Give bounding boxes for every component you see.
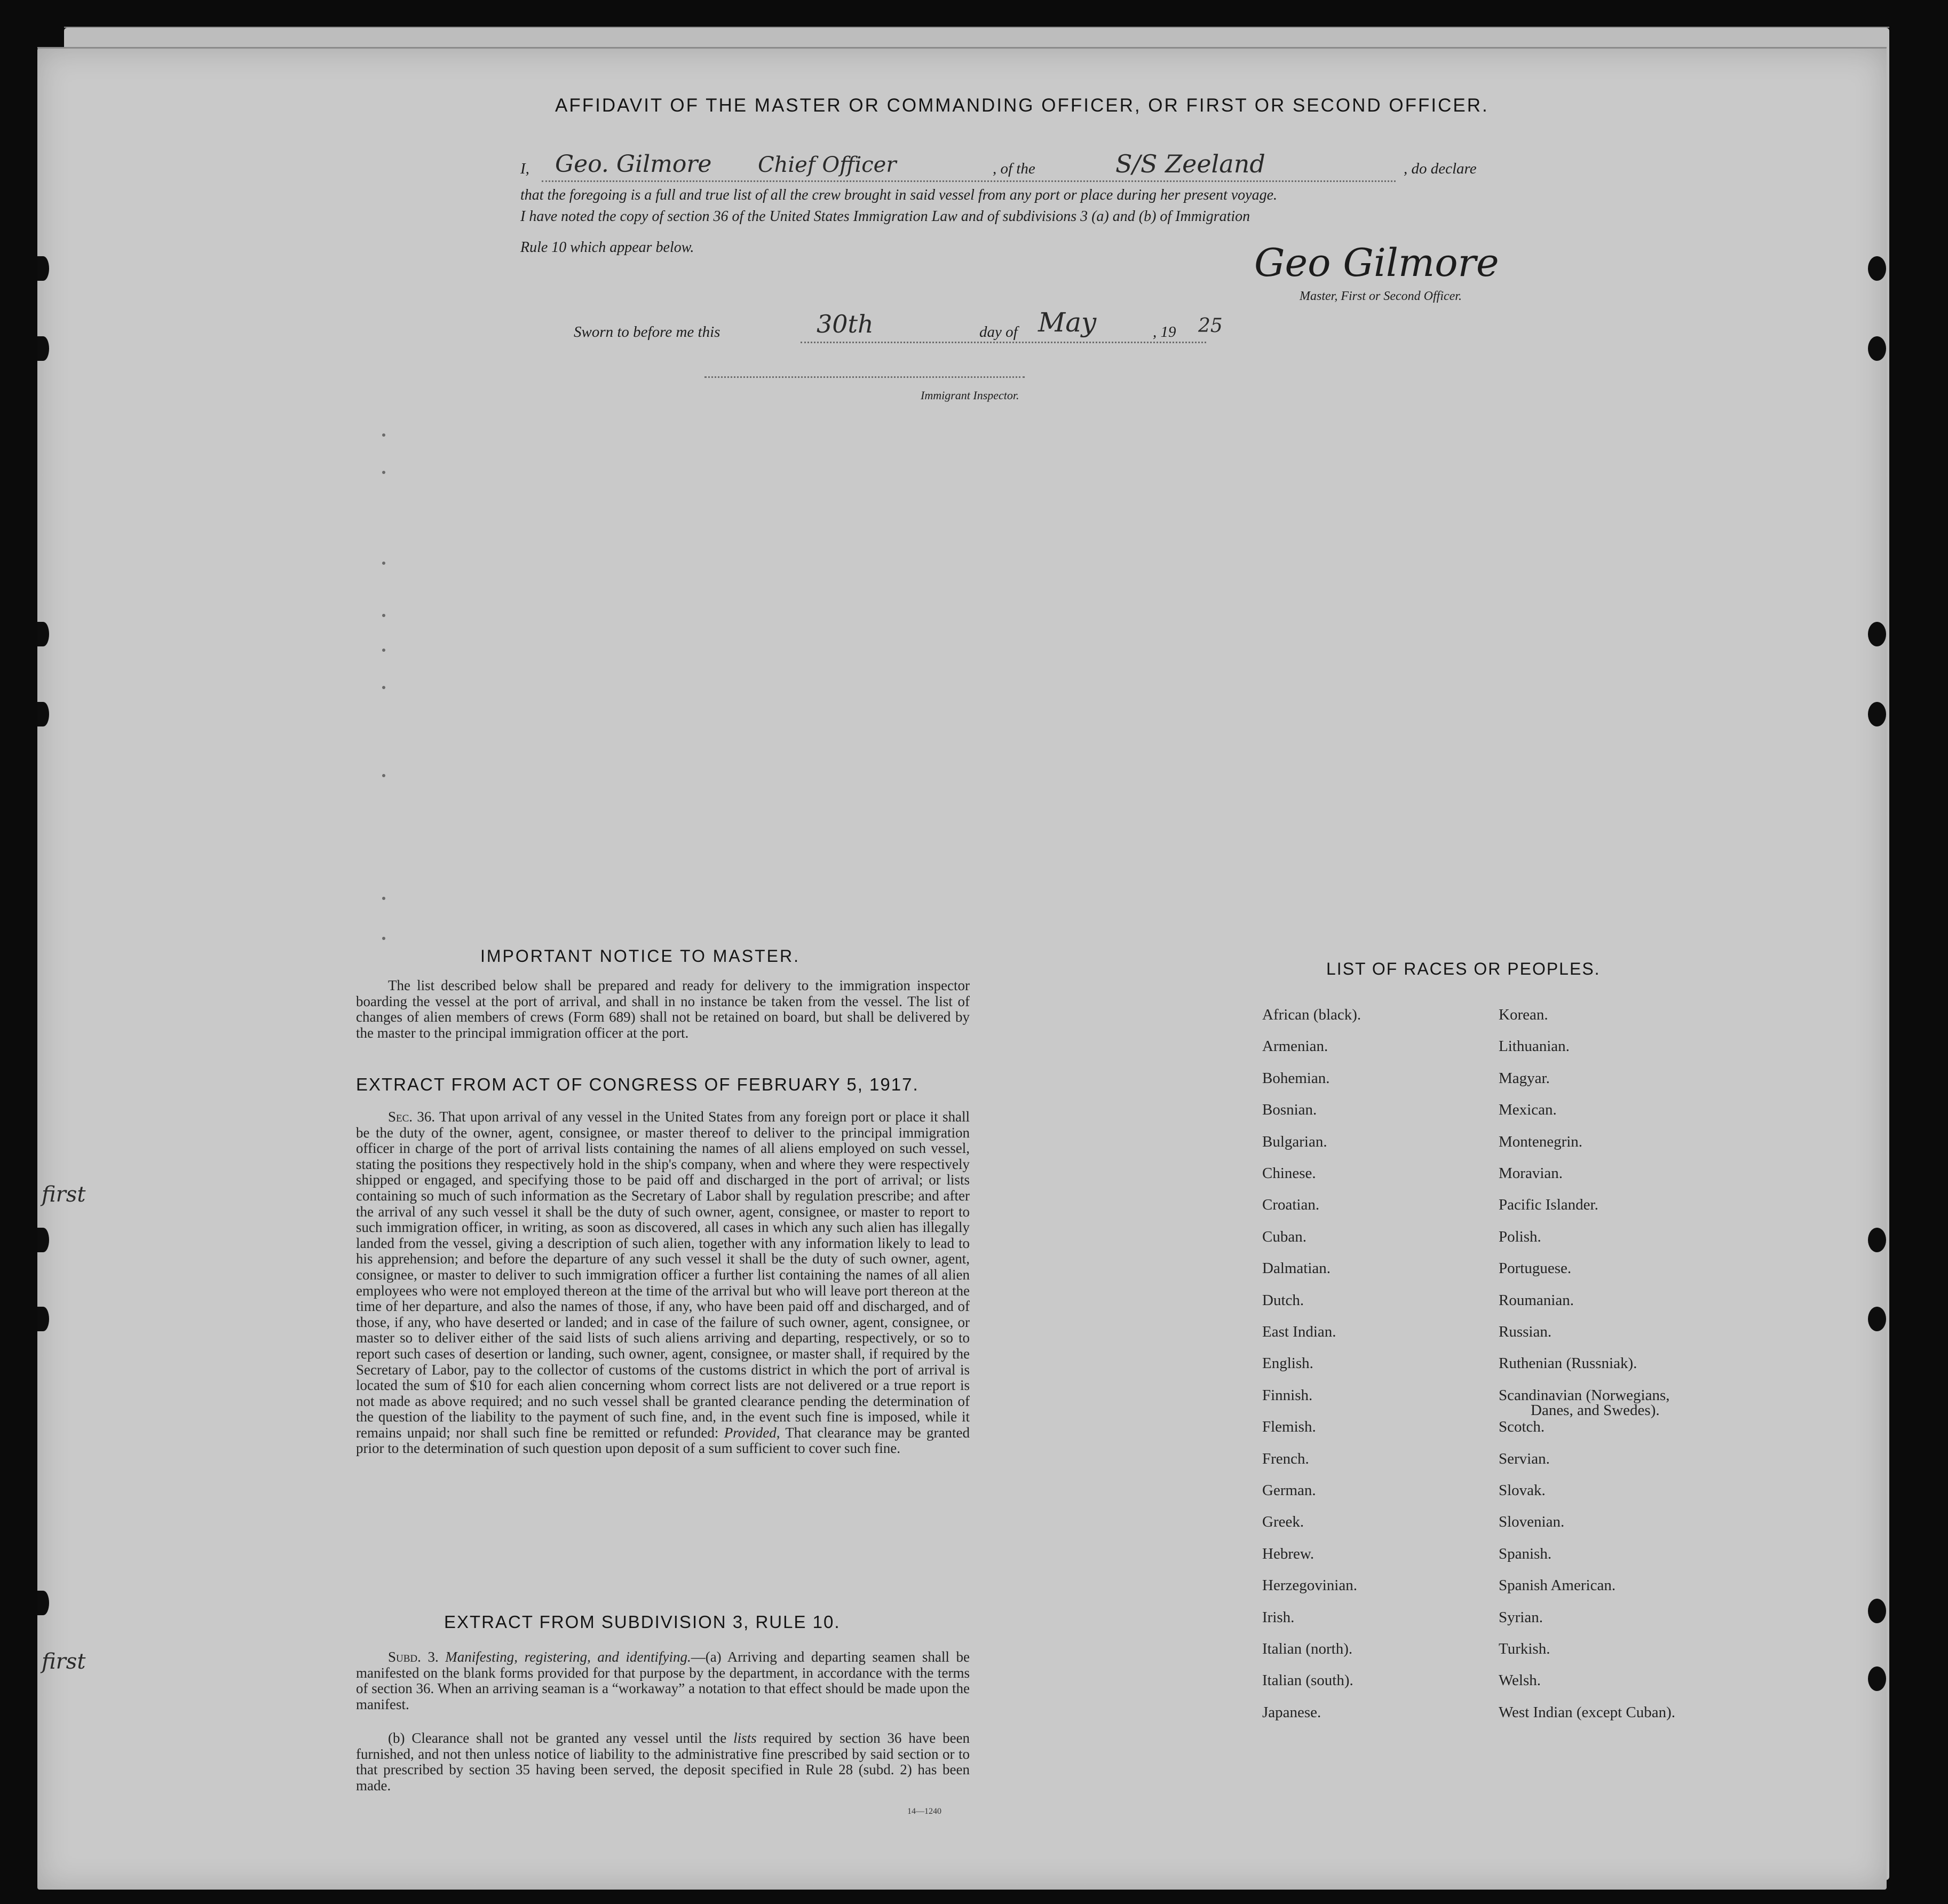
race-item: Magyar.: [1499, 1069, 1550, 1087]
race-item: Herzegovinian.: [1262, 1577, 1357, 1594]
race-item: Moravian.: [1499, 1165, 1563, 1182]
notice-text: The list described below shall be prepared and ready for delivery to the immigration inspector boarding the vessel at the port of arrival, and shall in no instance be taken from the vessel. The list of changes of alien members of crews (Form 689) shall not be retained on board, but shall be delivered by the master to the principal immigration officer at the port.: [356, 977, 970, 1041]
rule-a-text: [356, 1649, 970, 1712]
race-item: Syrian.: [1499, 1608, 1543, 1626]
margin-note: first: [42, 1649, 86, 1674]
rule-subd-label: Subd. 3.: [388, 1649, 439, 1665]
binder-hole: [37, 256, 49, 281]
rule-subd-title: Manifesting, registering, and identifying.: [445, 1649, 691, 1665]
race-item: Mexican.: [1499, 1101, 1557, 1119]
sworn-year-prefix: , 19: [1153, 323, 1176, 341]
form-number: 14—1240: [907, 1807, 941, 1816]
binder-hole: [37, 1307, 49, 1331]
binder-hole: [37, 1228, 49, 1252]
back-page-edge: [64, 27, 1889, 28]
race-item: Hebrew.: [1262, 1545, 1314, 1562]
affidavit-line-4: Rule 10 which appear below.: [520, 239, 694, 256]
binder-hole: [1868, 1228, 1886, 1252]
race-item: Spanish.: [1499, 1545, 1552, 1562]
race-item: Turkish.: [1499, 1640, 1550, 1657]
race-item: Lithuanian.: [1499, 1038, 1570, 1055]
race-item: Korean.: [1499, 1006, 1548, 1023]
race-item: Roumanian.: [1499, 1291, 1574, 1309]
affidavit-i: I,: [520, 160, 529, 177]
race-item: Finnish.: [1262, 1386, 1313, 1404]
affidavit-of-the: , of the: [993, 160, 1035, 177]
faint-mark: [382, 614, 385, 617]
page-top-edge: [37, 47, 1887, 49]
race-item: Cuban.: [1262, 1228, 1306, 1245]
binder-hole: [1868, 1599, 1886, 1623]
binder-hole: [37, 622, 49, 646]
faint-mark: [382, 897, 385, 900]
binder-hole: [37, 1591, 49, 1615]
binder-hole: [1868, 1666, 1886, 1691]
faint-mark: [382, 471, 385, 474]
race-item: Ruthenian (Russniak).: [1499, 1355, 1637, 1372]
faint-mark: [382, 433, 385, 437]
race-item: Italian (north).: [1262, 1640, 1353, 1657]
race-item: Dutch.: [1262, 1291, 1304, 1309]
race-item: Servian.: [1499, 1450, 1550, 1467]
act-provided: Provided,: [724, 1424, 780, 1441]
signature-caption: Master, First or Second Officer.: [1300, 289, 1462, 303]
race-item: West Indian (except Cuban).: [1499, 1703, 1676, 1721]
act-body: That upon arrival of any vessel in the United States from any foreign port or place it shall be the duty of the owner, agent, consignee, or master thereof to deliver to the principal immigration officer in charge of the port of arrival lists containing the names of all aliens employed on such vessel, stating the positions they respectively hold in the ship's company, when and where they were respectively shipped or engaged, and specifying those to be paid off and discharged in the port of arrival; or lists containing so much of such information as the Secretary of Labor shall by regulation prescribe; and after the arrival of any such vessel it shall be the duty of such owner, agent, consignee, or master to report to such immigration officer, in writing, as soon as discovered, all cases in which any such alien has illegally landed from the vessel, giving a description of such alien, together with any information likely to lead to his apprehension; and before the departure of any such vessel it shall be the duty of such owner, agent, consignee, or master to deliver to such immigration officer a further list containing the names of all alien employees who were not employed thereon at the time of the arrival but who will leave port thereon at the time of her departure, and also the names of those, if any, who have been paid off and discharged, and of those, if any, who have deserted or landed; and in case of the failure of such owner, agent, consignee, or master so to deliver either of the said lists of such aliens arriving and departing, respectively, or so to report such cases of desertion or landing, such owner, agent, consignee, or master shall, if required by the Secretary of Labor, pay to the collector of customs of the customs district in which the port of arrival is located the sum of $10 for each alien concerning whom correct lists are not delivered or a true report is not made as above required; and no such vessel shall be granted clearance pending the determination of the question of the liability to the payment of such fine, and, in the event such fine is imposed, while it remains unpaid; nor shall such fine be remitted or refunded:: [356, 1109, 970, 1441]
race-item: Welsh.: [1499, 1672, 1541, 1689]
race-item: Pacific Islander.: [1499, 1196, 1598, 1214]
race-item: Spanish American.: [1499, 1577, 1616, 1594]
binder-hole: [1868, 1307, 1886, 1331]
binder-hole: [1868, 256, 1886, 281]
binder-hole: [1868, 702, 1886, 726]
race-item: East Indian.: [1262, 1323, 1336, 1340]
race-item: Montenegrin.: [1499, 1133, 1583, 1150]
officer-rank-handwritten: Chief Officer: [758, 153, 897, 177]
sworn-day-handwritten: 30th: [817, 310, 874, 338]
race-item: English.: [1262, 1355, 1313, 1372]
rule-b-body-end: required by section 36 have been furnished, and not then unless notice of liability to the administrative fine prescribed by said section or to that prescribed by section 35 having been served, the deposit specified in Rule 28 (subd. 2) has been made.: [356, 1730, 970, 1794]
race-item: Scandinavian (Norwegians,: [1499, 1386, 1670, 1404]
races-heading: LIST OF RACES OR PEOPLES.: [1326, 959, 1601, 978]
faint-mark: [382, 562, 385, 565]
act-text: [356, 1109, 970, 1457]
race-item: Danes, and Swedes).: [1531, 1401, 1660, 1419]
affidavit-title: AFFIDAVIT OF THE MASTER OR COMMANDING OFFICER, OR FIRST OR SECOND OFFICER.: [555, 95, 1489, 116]
affidavit-line-2: that the foregoing is a full and true list of all the crew brought in said vessel from any port or place during her present voyage.: [520, 187, 1278, 203]
race-item: Flemish.: [1262, 1418, 1316, 1436]
binder-hole: [1868, 622, 1886, 646]
faint-mark: [382, 937, 385, 940]
affidavit-line-3: I have noted the copy of section 36 of the United States Immigration Law and of subdivisions 3 (a) and (b) of Immigration: [520, 208, 1250, 225]
sworn-year-handwritten: 25: [1198, 315, 1223, 337]
rule-a-body: —(a) Arriving and departing seamen shall be manifested on the blank forms provided for that purpose by the department, in accordance with the terms of section 36. When an arriving seaman is a “workaway” a notation to that effect should be made upon the manifest.: [356, 1649, 970, 1712]
margin-note: first: [42, 1182, 86, 1207]
sworn-month-handwritten: May: [1038, 307, 1097, 338]
faint-mark: [382, 774, 385, 777]
name-underline: [542, 180, 1396, 182]
race-item: Russian.: [1499, 1323, 1552, 1340]
race-item: Italian (south).: [1262, 1672, 1353, 1689]
binder-hole: [37, 336, 49, 361]
rule-b-lists: lists: [733, 1730, 757, 1746]
race-item: Scotch.: [1499, 1418, 1545, 1436]
race-item: Croatian.: [1262, 1196, 1320, 1214]
binder-hole: [1868, 336, 1886, 361]
notice-heading: IMPORTANT NOTICE TO MASTER.: [480, 946, 800, 966]
officer-name-handwritten: Geo. Gilmore: [555, 151, 712, 178]
sworn-prefix: Sworn to before me this: [574, 323, 720, 341]
race-item: Chinese.: [1262, 1165, 1316, 1182]
race-item: Polish.: [1499, 1228, 1541, 1245]
vessel-name-handwritten: S/S Zeeland: [1115, 149, 1265, 178]
rule-b-label: (b): [388, 1730, 405, 1746]
race-item: Irish.: [1262, 1608, 1295, 1626]
act-body-end: That clearance may be granted prior to the determination of such question upon deposit of a sum sufficient to cover such fine.: [356, 1424, 970, 1457]
binder-hole: [37, 702, 49, 726]
inspector-signature-line: [704, 376, 1025, 378]
affidavit-declare: , do declare: [1404, 160, 1477, 177]
race-item: Greek.: [1262, 1513, 1304, 1531]
race-item: Bosnian.: [1262, 1101, 1317, 1119]
race-item: African (black).: [1262, 1006, 1361, 1023]
race-item: Bohemian.: [1262, 1069, 1330, 1087]
race-item: Armenian.: [1262, 1038, 1328, 1055]
document-page: [37, 48, 1887, 1890]
race-item: Portuguese.: [1499, 1260, 1572, 1277]
race-item: French.: [1262, 1450, 1309, 1467]
officer-signature: Geo Gilmore: [1254, 240, 1499, 285]
faint-mark: [382, 686, 385, 689]
inspector-caption: Immigrant Inspector.: [921, 389, 1019, 402]
race-item: Slovenian.: [1499, 1513, 1565, 1531]
faint-mark: [382, 649, 385, 652]
race-item: Dalmatian.: [1262, 1260, 1331, 1277]
race-item: Slovak.: [1499, 1482, 1546, 1499]
sworn-underline: [801, 342, 1206, 343]
race-item: Bulgarian.: [1262, 1133, 1327, 1150]
act-section-label: Sec. 36.: [388, 1109, 435, 1125]
race-item: German.: [1262, 1482, 1316, 1499]
rule-heading: EXTRACT FROM SUBDIVISION 3, RULE 10.: [444, 1612, 841, 1632]
rule-b-body: Clearance shall not be granted any vessel until the: [411, 1730, 727, 1746]
sworn-day-of: day of: [979, 323, 1018, 341]
race-item: Japanese.: [1262, 1703, 1321, 1721]
act-heading: EXTRACT FROM ACT OF CONGRESS OF FEBRUARY 5, 1917.: [356, 1075, 919, 1094]
rule-b-text: [356, 1731, 970, 1794]
